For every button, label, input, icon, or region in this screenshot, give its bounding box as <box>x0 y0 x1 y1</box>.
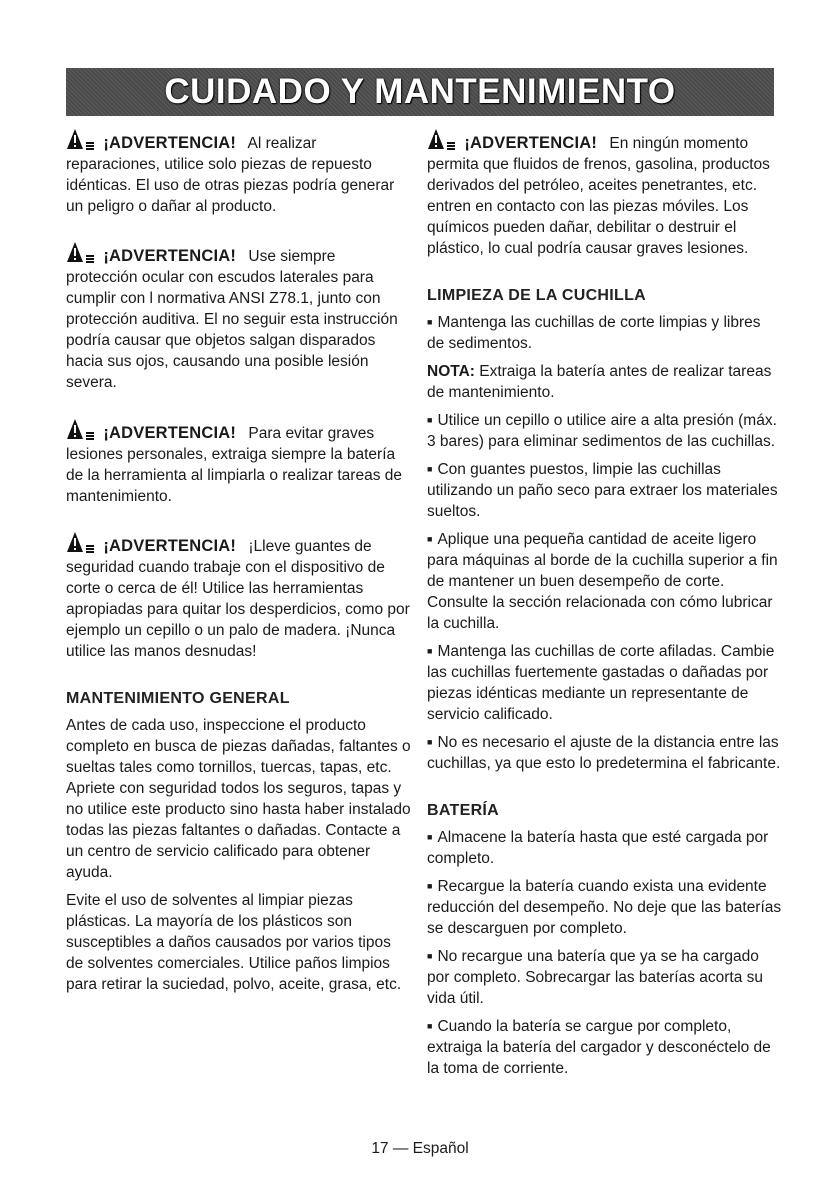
warning-triangle-icon <box>66 128 95 151</box>
page-footer: 17 — Español <box>371 1140 469 1157</box>
warning-label: ¡ADVERTENCIA! <box>103 424 237 442</box>
warning-label: ¡ADVERTENCIA! <box>103 247 237 265</box>
warning-block <box>66 418 411 507</box>
section-heading-blade: LIMPIEZA DE LA CUCHILLA <box>427 287 647 304</box>
page-title: CUIDADO Y MANTENIMIENTO <box>164 72 676 111</box>
warning-block <box>427 128 782 259</box>
title-banner <box>66 68 774 116</box>
list-item: ■ Con guantes puestos, limpie las cuchillas utilizando un paño seco para extraer los materiales sueltos. <box>427 459 782 522</box>
list-item: ■ Utilice un cepillo o utilice aire a alta presión (máx. 3 bares) para eliminar sedimentos de las cuchillas. <box>427 410 782 452</box>
list-item: ■ Almacene la batería hasta que esté cargada por completo. <box>427 827 782 869</box>
right-column <box>427 128 782 1086</box>
warning-label: ¡ADVERTENCIA! <box>464 134 598 152</box>
list-item: ■ Recargue la batería cuando exista una evidente reducción del desempeño. No deje que las baterías se descarguen por completo. <box>427 876 782 939</box>
warning-block <box>66 241 411 393</box>
list-item: ■ Mantenga las cuchillas de corte limpias y libres de sedimentos. <box>427 312 782 354</box>
list-item: ■ No es necesario el ajuste de la distancia entre las cuchillas, ya que esto lo predetermina el fabricante. <box>427 732 782 774</box>
left-column <box>66 128 411 1002</box>
warning-label: ¡ADVERTENCIA! <box>103 537 237 555</box>
note <box>427 361 782 403</box>
list-item: ■ No recargue una batería que ya se ha cargado por completo. Sobrecargar las baterías acorta su vida útil. <box>427 946 782 1009</box>
list-item: ■ Cuando la batería se cargue por completo, extraiga la batería del cargador y desconéctelo de la toma de corriente. <box>427 1016 782 1079</box>
section-heading-battery: BATERÍA <box>427 802 500 819</box>
list-item: ■ Mantenga las cuchillas de corte afiladas. Cambie las cuchillas fuertemente gastadas o dañadas por piezas idénticas mediante un representante de servicio calificado. <box>427 641 782 725</box>
warning-label: ¡ADVERTENCIA! <box>103 134 237 152</box>
warning-triangle-icon <box>427 128 456 151</box>
warning-block <box>66 128 411 217</box>
warning-text: En ningún momento permita que fluidos de frenos, gasolina, productos derivados del petróleo, aceites penetrantes, etc. entren en contacto con las piezas móviles. Los químicos pueden dañar, debilitar o destruir el plástico, lo cual podría causar graves lesiones. <box>427 135 770 257</box>
warning-text: Use siempre protección ocular con escudos laterales para cumplir con l normativa ANSI Z78.1, junto con protección auditiva. El no seguir esta instrucción podría causar que objetos salgan disparados hacia sus ojos, causando una posible lesión severa. <box>66 248 398 391</box>
warning-triangle-icon <box>66 418 95 441</box>
note-label: NOTA: <box>427 363 475 380</box>
list-item: ■ Aplique una pequeña cantidad de aceite ligero para máquinas al borde de la cuchilla superior a fin de mantener un buen desempeño de corte. Consulte la sección relacionada con cómo lubricar la cuchilla. <box>427 529 782 634</box>
warning-text: Para evitar graves lesiones personales, extraiga siempre la batería de la herramienta al limpiarla o realizar tareas de mantenimiento. <box>66 425 402 505</box>
warning-block <box>66 531 411 662</box>
warning-triangle-icon <box>66 531 95 554</box>
paragraph: Antes de cada uso, inspeccione el producto completo en busca de piezas dañadas, faltantes o sueltas tales como tornillos, tuercas, tapas, etc. Apriete con seguridad todos los seguros, tapas y no utilice este producto sino hasta haber instalado todas las piezas faltantes o dañadas. Contacte a un centro de servicio calificado para obtener ayuda. <box>66 717 411 881</box>
note-text: Extraiga la batería antes de realizar tareas de mantenimiento. <box>427 363 772 401</box>
warning-text: ¡Lleve guantes de seguridad cuando trabaje con el dispositivo de corte o cerca de él! Utilice las herramientas apropiadas para quitar los desperdicios, como por ejemplo un cepillo o un palo de madera. ¡Nunca utilice las manos desnudas! <box>66 538 410 660</box>
warning-triangle-icon <box>66 241 95 264</box>
section-heading-general: MANTENIMIENTO GENERAL <box>66 690 290 707</box>
paragraph: Evite el uso de solventes al limpiar piezas plásticas. La mayoría de los plásticos son susceptibles a daños causados por varios tipos de solventes comerciales. Utilice paños limpios para retirar la suciedad, polvo, aceite, grasa, etc. <box>66 892 402 993</box>
warning-text: Al realizar reparaciones, utilice solo piezas de repuesto idénticas. El uso de otras piezas podría generar un peligro o dañar al producto. <box>66 135 395 215</box>
